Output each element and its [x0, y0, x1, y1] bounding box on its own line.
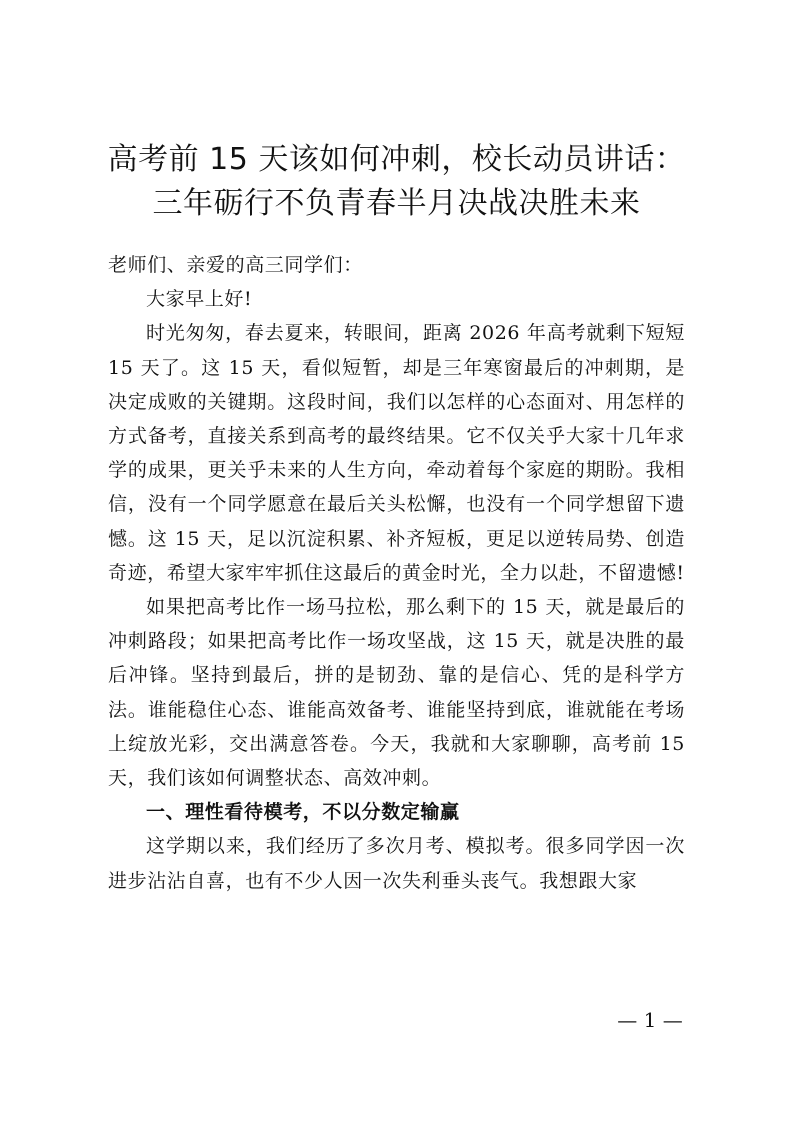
salutation: 老师们、亲爱的高三同学们： [108, 254, 363, 276]
page-number: — 1 — [617, 1008, 683, 1032]
document-body [108, 248, 685, 898]
title-line-2: 三年砺行不负青春半月决战决胜未来 [152, 186, 641, 221]
body-paragraph-2: 如果把高考比作一场马拉松，那么剩下的 15 天，就是最后的冲刺路段；如果把高考比作一场攻坚战，这 15 天，就是决胜的最后冲锋。坚持到最后，拼的是韧劲、靠的是信心、凭的是科学方法。谁能稳住心态、谁能高效备考、谁能坚持到底，谁就能在考场上绽放光彩，交出满意答卷。今天，我就和大家聊聊，高考前 15 天，我们该如何调整状态、高效冲刺。 [108, 596, 685, 790]
section-heading: 一、理性看待模考，不以分数定输赢 [146, 801, 460, 824]
title-line-1: 高考前 15 天该如何冲刺，校长动员讲话： [107, 142, 686, 177]
section-paragraph: 这学期以来，我们经历了多次月考、模拟考。很多同学因一次进步沾沾自喜，也有不少人因一次失利垂头丧气。我想跟大家 [108, 835, 685, 892]
document-title [90, 138, 703, 226]
greeting: 大家早上好! [146, 288, 253, 311]
body-paragraph-1: 时光匆匆，春去夏来，转眼间，距离 2026 年高考就剩下短短 15 天了。这 15 天，看似短暂，却是三年寒窗最后的冲刺期，是决定成败的关键期。这段时间，我们以怎样的心态面对、用怎样的方式备考，直接关系到高考的最终结果。它不仅关乎大家十几年求学的成果，更关乎未来的人生方向，牵动着每个家庭的期盼。我相信，没有一个同学愿意在最后关头松懈，也没有一个同学想留下遗憾。这 15 天，足以沉淀积累、补齐短板，更足以逆转局势、创造奇迹，希望大家牢牢抓住这最后的黄金时光，全力以赴，不留遗憾! [108, 322, 685, 584]
